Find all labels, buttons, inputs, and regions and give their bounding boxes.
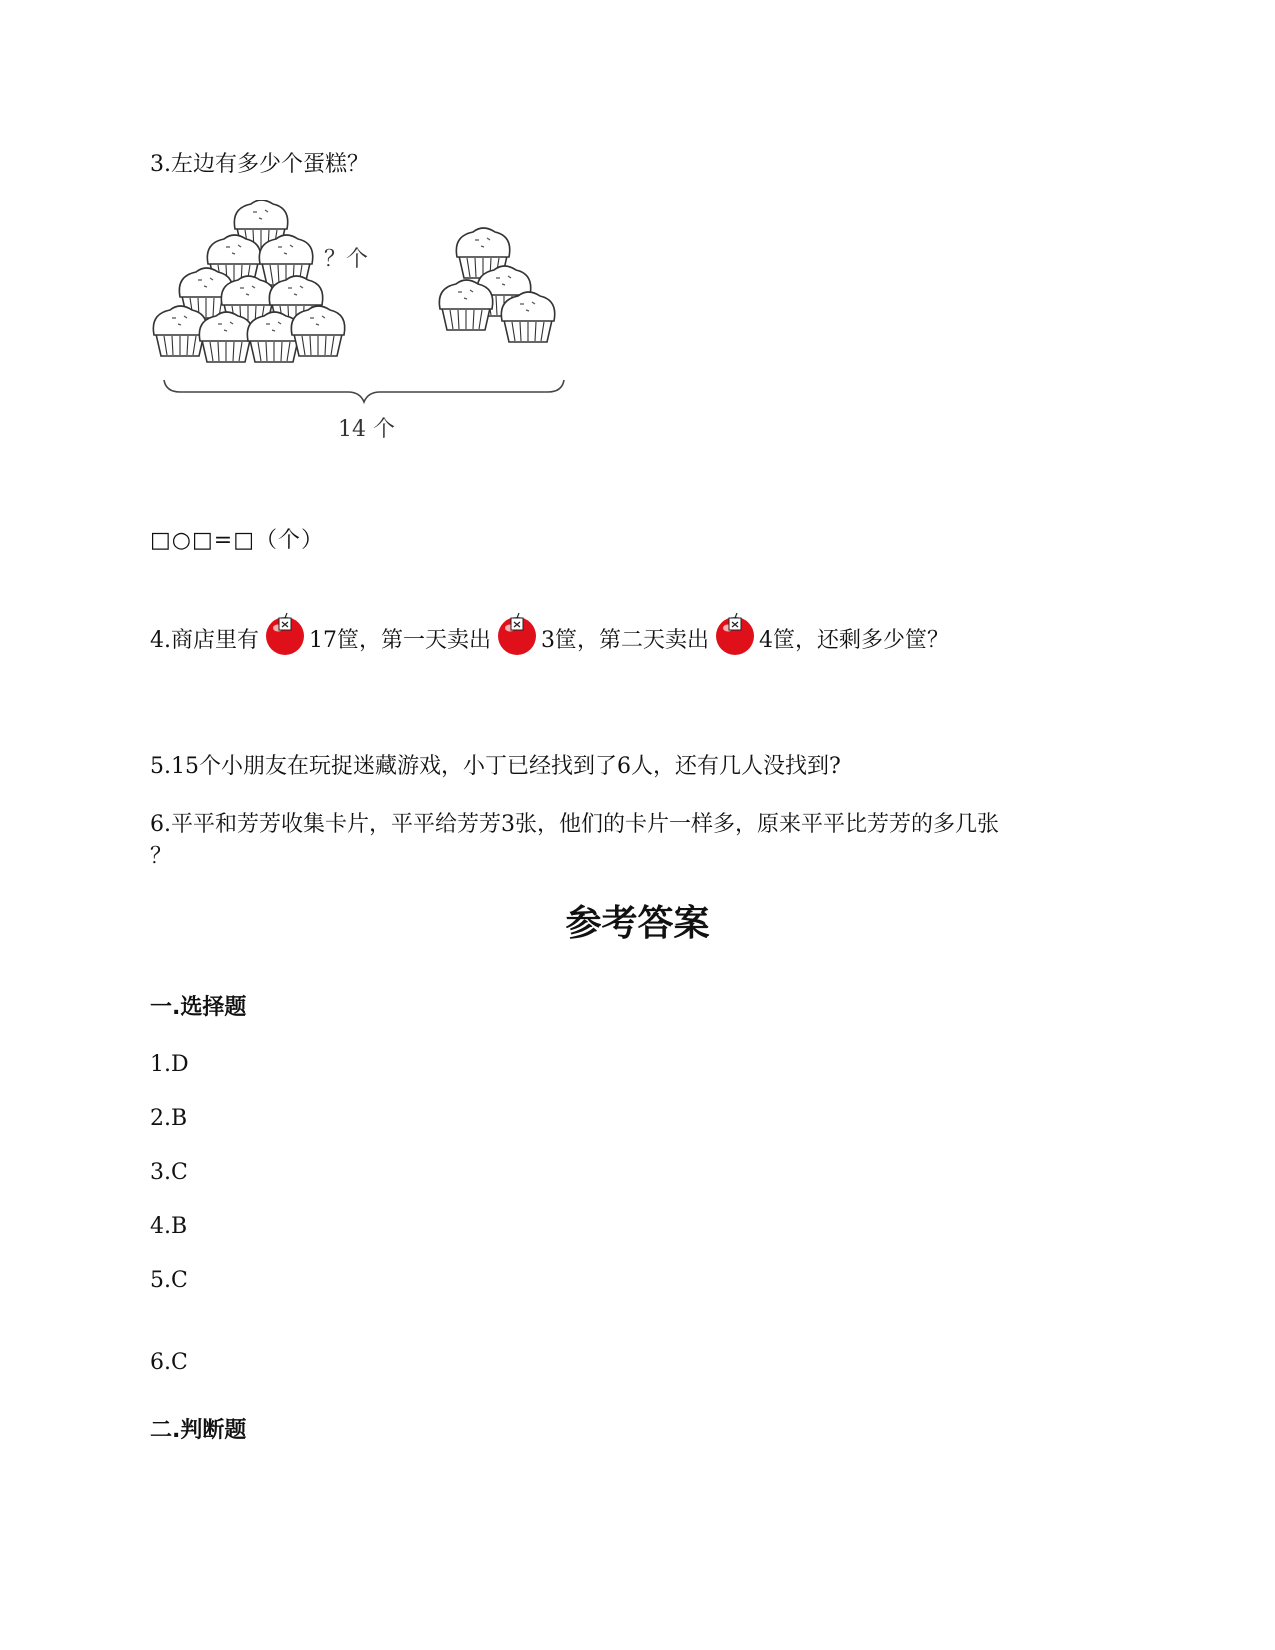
section-heading-choice: 一.选择题 — [150, 995, 247, 1020]
unknown-count-label: ？个 — [324, 247, 369, 272]
answer-item: 2.B — [150, 1106, 188, 1131]
answer-item: 3.C — [150, 1160, 188, 1185]
apple-icon — [263, 612, 307, 656]
apple-icon — [713, 612, 757, 656]
question-5-text: 5.15个小朋友在玩捉迷藏游戏，小丁已经找到了6人，还有几人没找到? — [150, 754, 841, 779]
cupcake — [153, 306, 206, 356]
cupcake — [291, 306, 344, 356]
apple-icon — [495, 612, 539, 656]
question-6-text: 6.平平和芳芳收集卡片，平平给芳芳3张，他们的卡片一样多，原来平平比芳芳的多几张 — [150, 812, 999, 837]
question-4-part3: 3筐，第二天卖出 — [541, 628, 709, 653]
section-heading-true-false: 二.判断题 — [150, 1418, 247, 1443]
question-4-part1: 4.商店里有 — [150, 628, 259, 653]
answer-item: 4.B — [150, 1214, 188, 1239]
question-3-text: 3.左边有多少个蛋糕？ — [150, 152, 369, 177]
total-count-label: 14 个 — [338, 417, 395, 442]
total-brace — [164, 380, 564, 402]
cupcake — [501, 292, 554, 342]
answer-item: 5.C — [150, 1268, 188, 1293]
cupcake — [439, 280, 492, 330]
cupcake — [199, 312, 252, 362]
answer-item: 1.D — [150, 1052, 189, 1077]
question-4-part4: 4筐，还剩多少筐？ — [759, 628, 949, 653]
question-4-part2: 17筐，第一天卖出 — [309, 628, 491, 653]
question-3-equation: □○□=□（个） — [150, 528, 324, 553]
answer-item: 6.C — [150, 1350, 188, 1375]
cupcake-figure — [150, 200, 610, 480]
question-4 — [150, 612, 949, 670]
question-6-text-continued: ？ — [150, 844, 173, 869]
answer-key-title: 参考答案 — [565, 903, 710, 944]
